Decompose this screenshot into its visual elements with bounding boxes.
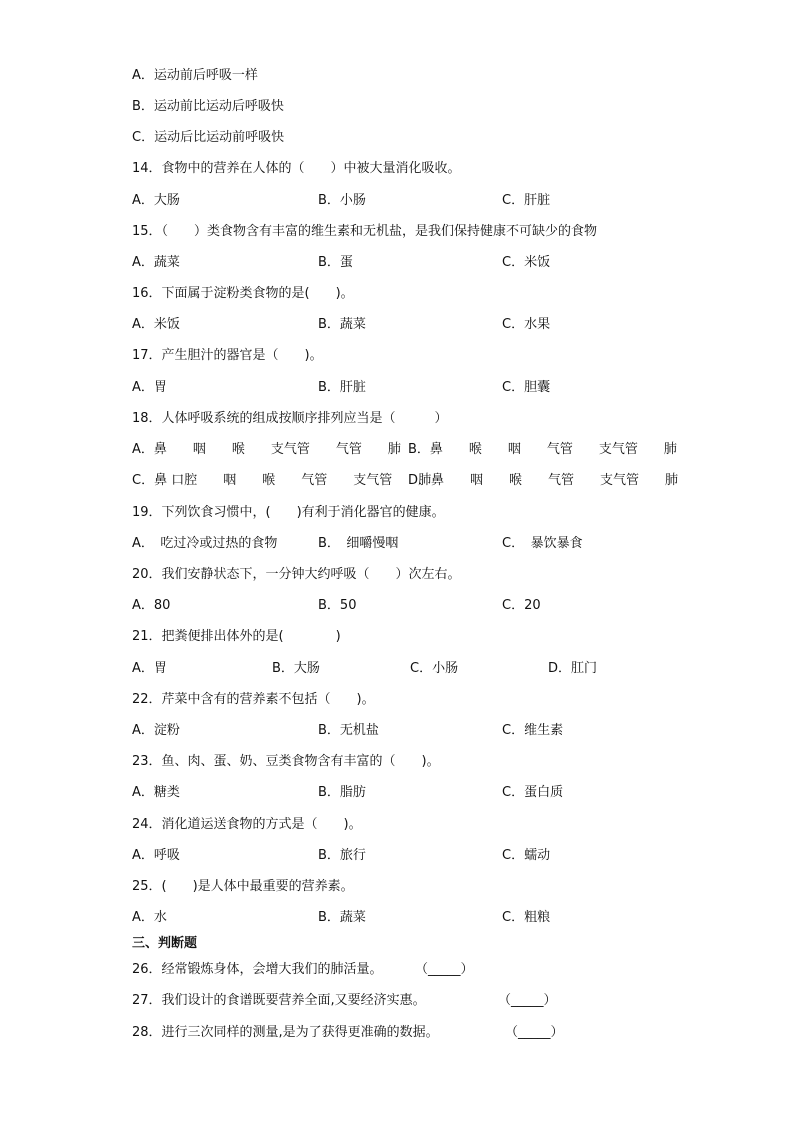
q22-option-a: A．淀粉 xyxy=(132,723,180,738)
judgment-28-stem: 28．进行三次同样的测量,是为了获得更准确的数据。 xyxy=(132,1025,439,1040)
prev-option-b: B．运动前比运动后呼吸快 xyxy=(132,99,284,114)
question-17-stem: 17．产生胆汁的器官是（ )。 xyxy=(132,348,323,363)
question-14-stem: 14．食物中的营养在人体的（ ）中被大量消化吸收。 xyxy=(132,161,461,176)
q18-option-d: D．鼻 咽 喉 气管 支气管 肺 xyxy=(408,473,679,488)
q21-option-d: D．肛门 xyxy=(548,661,598,676)
question-16-stem: 16．下面属于淀粉类食物的是( )。 xyxy=(132,286,354,301)
q23-option-b: B．脂肪 xyxy=(318,785,366,800)
q15-option-c: C．米饭 xyxy=(502,255,551,270)
q25-option-a: A．水 xyxy=(132,910,167,925)
question-23-stem: 23．鱼、肉、蛋、奶、豆类食物含有丰富的（ )。 xyxy=(132,754,440,769)
q16-option-b: B．蔬菜 xyxy=(318,317,366,332)
question-21-stem: 21．把粪便排出体外的是( ) xyxy=(132,629,341,644)
q19-option-a: A． 吃过冷或过热的食物 xyxy=(132,536,278,551)
q18-option-a: A．鼻 咽 喉 支气管 气管 肺 xyxy=(132,442,401,457)
judgment-28-blank: （_____） xyxy=(505,1025,564,1040)
q24-option-b: B．旅行 xyxy=(318,848,366,863)
judgment-27-blank: （_____） xyxy=(498,993,557,1008)
q18-option-c: C．鼻 口腔 咽 喉 气管 支气管 肺 xyxy=(132,473,432,488)
q15-option-b: B．蛋 xyxy=(318,255,353,270)
q17-option-a: A．胃 xyxy=(132,380,167,395)
q25-option-b: B．蔬菜 xyxy=(318,910,366,925)
q20-option-c: C．20 xyxy=(502,598,541,613)
q24-option-c: C．蠕动 xyxy=(502,848,551,863)
question-25-stem: 25．( )是人体中最重要的营养素。 xyxy=(132,879,354,894)
q23-option-c: C．蛋白质 xyxy=(502,785,564,800)
question-22-stem: 22．芹菜中含有的营养素不包括（ )。 xyxy=(132,692,375,707)
q16-option-a: A．米饭 xyxy=(132,317,180,332)
q16-option-c: C．水果 xyxy=(502,317,551,332)
judgment-27-stem: 27．我们设计的食谱既要营养全面,又要经济实惠。 xyxy=(132,993,426,1008)
q18-option-b: B．鼻 喉 咽 气管 支气管 肺 xyxy=(408,442,677,457)
q21-option-c: C．小肠 xyxy=(410,661,459,676)
q19-option-b: B． 细嚼慢咽 xyxy=(318,536,399,551)
question-20-stem: 20．我们安静状态下，一分钟大约呼吸（ ）次左右。 xyxy=(132,567,461,582)
q21-option-a: A．胃 xyxy=(132,661,167,676)
q14-option-b: B．小肠 xyxy=(318,193,366,208)
judgment-26-blank: （_____） xyxy=(415,962,474,977)
q14-option-c: C．肝脏 xyxy=(502,193,551,208)
q21-option-b: B．大肠 xyxy=(272,661,320,676)
q20-option-a: A．80 xyxy=(132,598,171,613)
q19-option-c: C． 暴饮暴食 xyxy=(502,536,583,551)
prev-option-a: A．运动前后呼吸一样 xyxy=(132,68,258,83)
question-18-stem: 18．人体呼吸系统的组成按顺序排列应当是（ ） xyxy=(132,411,448,426)
q23-option-a: A．糖类 xyxy=(132,785,180,800)
q25-option-c: C．粗粮 xyxy=(502,910,551,925)
q24-option-a: A．呼吸 xyxy=(132,848,180,863)
q20-option-b: B．50 xyxy=(318,598,357,613)
section-title-judgment: 三、判断题 xyxy=(132,936,198,951)
judgment-26-stem: 26．经常锻炼身体，会增大我们的肺活量。 xyxy=(132,962,383,977)
question-15-stem: 15．（ ）类食物含有丰富的维生素和无机盐，是我们保持健康不可缺少的食物 xyxy=(132,224,598,239)
question-19-stem: 19．下列饮食习惯中，( )有利于消化器官的健康。 xyxy=(132,505,445,520)
question-24-stem: 24．消化道运送食物的方式是（ )。 xyxy=(132,817,362,832)
q22-option-b: B．无机盐 xyxy=(318,723,379,738)
q15-option-a: A．蔬菜 xyxy=(132,255,180,270)
q17-option-c: C．胆囊 xyxy=(502,380,551,395)
q22-option-c: C．维生素 xyxy=(502,723,564,738)
q14-option-a: A．大肠 xyxy=(132,193,180,208)
prev-option-c: C．运动后比运动前呼吸快 xyxy=(132,130,285,145)
q17-option-b: B．肝脏 xyxy=(318,380,366,395)
